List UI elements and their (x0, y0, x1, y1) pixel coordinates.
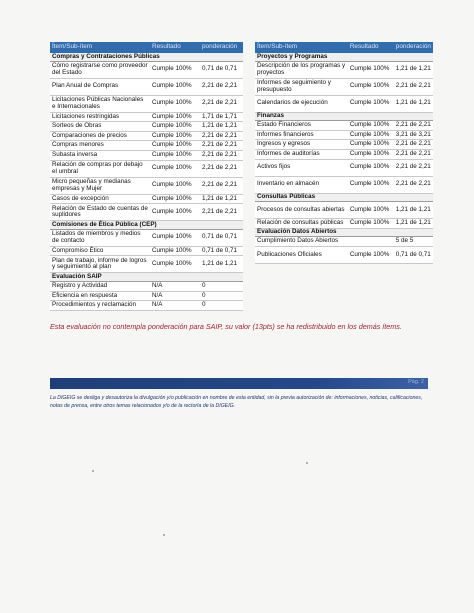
result-cell: Cumple 100% (150, 95, 200, 112)
table-row (255, 159, 433, 176)
table-header-row (50, 42, 243, 53)
result-cell: N/A (150, 281, 200, 291)
section-title: Proyectos y Programas (255, 53, 433, 61)
section-row (255, 228, 433, 237)
weight-cell: 2,21 de 2,21 (200, 150, 243, 160)
item-cell: Casos de excepción (50, 194, 150, 204)
table-row (255, 140, 433, 150)
section-row (255, 112, 433, 121)
result-cell: Cumple 100% (150, 256, 200, 273)
weight-cell: 5 de 5 (394, 237, 433, 247)
item-cell: Relación de compras por debajo el umbral (50, 160, 150, 177)
section-row (50, 273, 243, 282)
table-row (255, 78, 433, 95)
weight-cell: 1,21 de 1,21 (394, 202, 433, 219)
header-result: Resultado (150, 42, 200, 53)
result-cell: Cumple 100% (150, 194, 200, 204)
weight-cell: 0,71 de 0,71 (394, 247, 433, 264)
result-cell: Cumple 100% (150, 141, 200, 151)
item-cell: Relación de consultas públicas (255, 219, 348, 229)
result-cell: Cumple 100% (348, 219, 394, 229)
page-label: Pág. 2 (408, 379, 424, 385)
weight-cell: 1,21 de 1,21 (394, 95, 433, 112)
table-row (50, 122, 243, 132)
evaluation-table-right (255, 42, 433, 264)
weight-cell: 1,71 de 1,71 (200, 112, 243, 122)
weight-cell: 2,21 de 2,21 (200, 160, 243, 177)
weight-cell: 0 (200, 301, 243, 311)
result-cell (348, 237, 394, 247)
item-cell: Registro y Actividad (50, 281, 150, 291)
table-row (50, 141, 243, 151)
section-title: Comisiones de Ética Pública (CEP) (50, 221, 243, 230)
weight-cell: 2,21 de 2,21 (200, 95, 243, 112)
table-row (50, 301, 243, 311)
result-cell: Cumple 100% (348, 159, 394, 176)
item-cell: Procedimientos y reclamación (50, 301, 150, 311)
weight-cell: 2,21 de 2,21 (200, 177, 243, 194)
item-cell: Cumplimiento Datos Abiertos (255, 237, 348, 247)
weight-cell: 0 (200, 281, 243, 291)
table-row (50, 112, 243, 122)
table-row (255, 176, 433, 193)
result-cell: Cumple 100% (150, 112, 200, 122)
table-row (255, 61, 433, 78)
section-row (255, 193, 433, 202)
weight-cell: 3,21 de 3,21 (394, 130, 433, 140)
scan-speck (163, 534, 165, 536)
table-row (50, 61, 243, 78)
evaluation-table-left (50, 42, 243, 311)
header-item: Ítem/Sub-ítem (255, 42, 348, 53)
table-row (255, 150, 433, 160)
result-cell: Cumple 100% (348, 176, 394, 193)
table-row (255, 247, 433, 264)
weight-cell: 2,21 de 2,21 (394, 150, 433, 160)
result-cell: Cumple 100% (348, 247, 394, 264)
weight-cell: 2,21 de 2,21 (200, 141, 243, 151)
table-row (255, 219, 433, 229)
section-title: Evaluación Datos Abiertos (255, 228, 433, 237)
item-cell: Plan Anual de Compras (50, 78, 150, 95)
result-cell: Cumple 100% (348, 140, 394, 150)
weight-cell: 1,21 de 1,21 (200, 122, 243, 132)
weight-cell: 1,21 de 1,21 (394, 61, 433, 78)
item-cell: Comparaciones de precios (50, 131, 150, 141)
table-row (50, 291, 243, 301)
item-cell: Inventario en almacén (255, 176, 348, 193)
table-row (50, 95, 243, 112)
weight-cell: 0 (200, 291, 243, 301)
table-body-right (255, 53, 433, 264)
item-cell: Licitaciones Públicas Nacionales e Internacionales (50, 95, 150, 112)
table-body-left (50, 53, 243, 310)
header-weight: ponderación (200, 42, 243, 53)
item-cell: Compras menores (50, 141, 150, 151)
item-cell: Estado Financieros (255, 121, 348, 131)
weight-cell: 1,21 de 1,21 (200, 194, 243, 204)
weight-cell: 0,71 de 0,71 (200, 229, 243, 246)
result-cell: N/A (150, 291, 200, 301)
item-cell: Sorteos de Obras (50, 122, 150, 132)
table-row (255, 130, 433, 140)
weight-cell: 1,21 de 1,21 (200, 256, 243, 273)
table-row (50, 281, 243, 291)
section-title: Consultas Públicas (255, 193, 433, 202)
table-row (255, 121, 433, 131)
item-cell: Descripción de los programas y proyectos (255, 61, 348, 78)
result-cell: Cumple 100% (150, 131, 200, 141)
result-cell: Cumple 100% (150, 122, 200, 132)
item-cell: Calendarios de ejecución (255, 95, 348, 112)
weight-cell: 0,71 de 0,71 (200, 246, 243, 256)
weight-cell: 2,21 de 2,21 (394, 159, 433, 176)
weight-cell: 2,21 de 2,21 (200, 131, 243, 141)
item-cell: Compromiso Ético (50, 246, 150, 256)
result-cell: Cumple 100% (150, 61, 200, 78)
footer-band (50, 378, 428, 389)
table-row (50, 256, 243, 273)
section-title: Finanzas (255, 112, 433, 121)
result-cell: Cumple 100% (348, 121, 394, 131)
scan-speck (92, 470, 94, 472)
weight-cell: 1,21 de 1,21 (394, 219, 433, 229)
table-row (255, 95, 433, 112)
result-cell: Cumple 100% (348, 78, 394, 95)
scan-speck (306, 462, 308, 464)
weight-cell: 0,71 de 0,71 (200, 61, 243, 78)
header-weight: ponderación (394, 42, 433, 53)
table-row (50, 204, 243, 221)
weight-cell: 2,21 de 2,21 (394, 140, 433, 150)
section-title: Evaluación SAIP (50, 273, 243, 282)
table-row (50, 194, 243, 204)
weight-cell: 2,21 de 2,21 (394, 121, 433, 131)
item-cell: Informes de auditorías (255, 150, 348, 160)
table-row (50, 78, 243, 95)
result-cell: Cumple 100% (348, 61, 394, 78)
table-row (50, 131, 243, 141)
table-row (50, 160, 243, 177)
section-title: Compras y Contrataciones Públicas (50, 53, 243, 61)
table-row (50, 177, 243, 194)
item-cell: Informes de seguimiento y presupuesto (255, 78, 348, 95)
item-cell: Informes financieros (255, 130, 348, 140)
item-cell: Plan de trabajo, informe de logros y seguimiento al plan (50, 256, 150, 273)
item-cell: Procesos de consultas abiertas (255, 202, 348, 219)
table-row (50, 229, 243, 246)
item-cell: Ingresos y egresos (255, 140, 348, 150)
item-cell: Cómo registrarse como proveedor del Estado (50, 61, 150, 78)
weight-cell: 2,21 de 2,21 (394, 176, 433, 193)
weight-cell: 2,21 de 2,21 (394, 78, 433, 95)
disclaimer-text: La DIGEIG se desliga y desautoriza la divulgación y/o publicación en nombre de esta entidad, sin la previa autorización de: informaciones, noticias, calificaciones, notas de prensa, entre otros temas relacionados y/o de la rectoría de la DIGEIG. (50, 395, 423, 409)
table-row (50, 150, 243, 160)
section-row (50, 221, 243, 230)
section-row (255, 53, 433, 61)
result-cell: Cumple 100% (150, 160, 200, 177)
result-cell: Cumple 100% (348, 95, 394, 112)
item-cell: Publicaciones Oficiales (255, 247, 348, 264)
item-cell: Licitaciones restringidas (50, 112, 150, 122)
result-cell: Cumple 100% (150, 246, 200, 256)
table-header-row (255, 42, 433, 53)
table-row (255, 202, 433, 219)
result-cell: Cumple 100% (150, 78, 200, 95)
result-cell: N/A (150, 301, 200, 311)
header-item: Ítem/Sub-ítem (50, 42, 150, 53)
result-cell: Cumple 100% (348, 202, 394, 219)
result-cell: Cumple 100% (150, 177, 200, 194)
result-cell: Cumple 100% (150, 204, 200, 221)
item-cell: Eficiencia en respuesta (50, 291, 150, 301)
item-cell: Activos fijos (255, 159, 348, 176)
result-cell: Cumple 100% (150, 229, 200, 246)
header-result: Resultado (348, 42, 394, 53)
table-row (50, 246, 243, 256)
table-row (255, 237, 433, 247)
saip-note: Esta evaluación no contempla ponderación para SAIP, su valor (13pts) se ha redistribuido en los demás ítems. (50, 322, 402, 331)
result-cell: Cumple 100% (348, 130, 394, 140)
result-cell: Cumple 100% (348, 150, 394, 160)
weight-cell: 2,21 de 2,21 (200, 78, 243, 95)
weight-cell: 2,21 de 2,21 (200, 204, 243, 221)
item-cell: Relación de Estado de cuentas de suplidores (50, 204, 150, 221)
item-cell: Micro pequeñas y medianas empresas y Mujer (50, 177, 150, 194)
item-cell: Subasta inversa (50, 150, 150, 160)
result-cell: Cumple 100% (150, 150, 200, 160)
section-row (50, 53, 243, 61)
item-cell: Listados de miembros y medios de contacto (50, 229, 150, 246)
